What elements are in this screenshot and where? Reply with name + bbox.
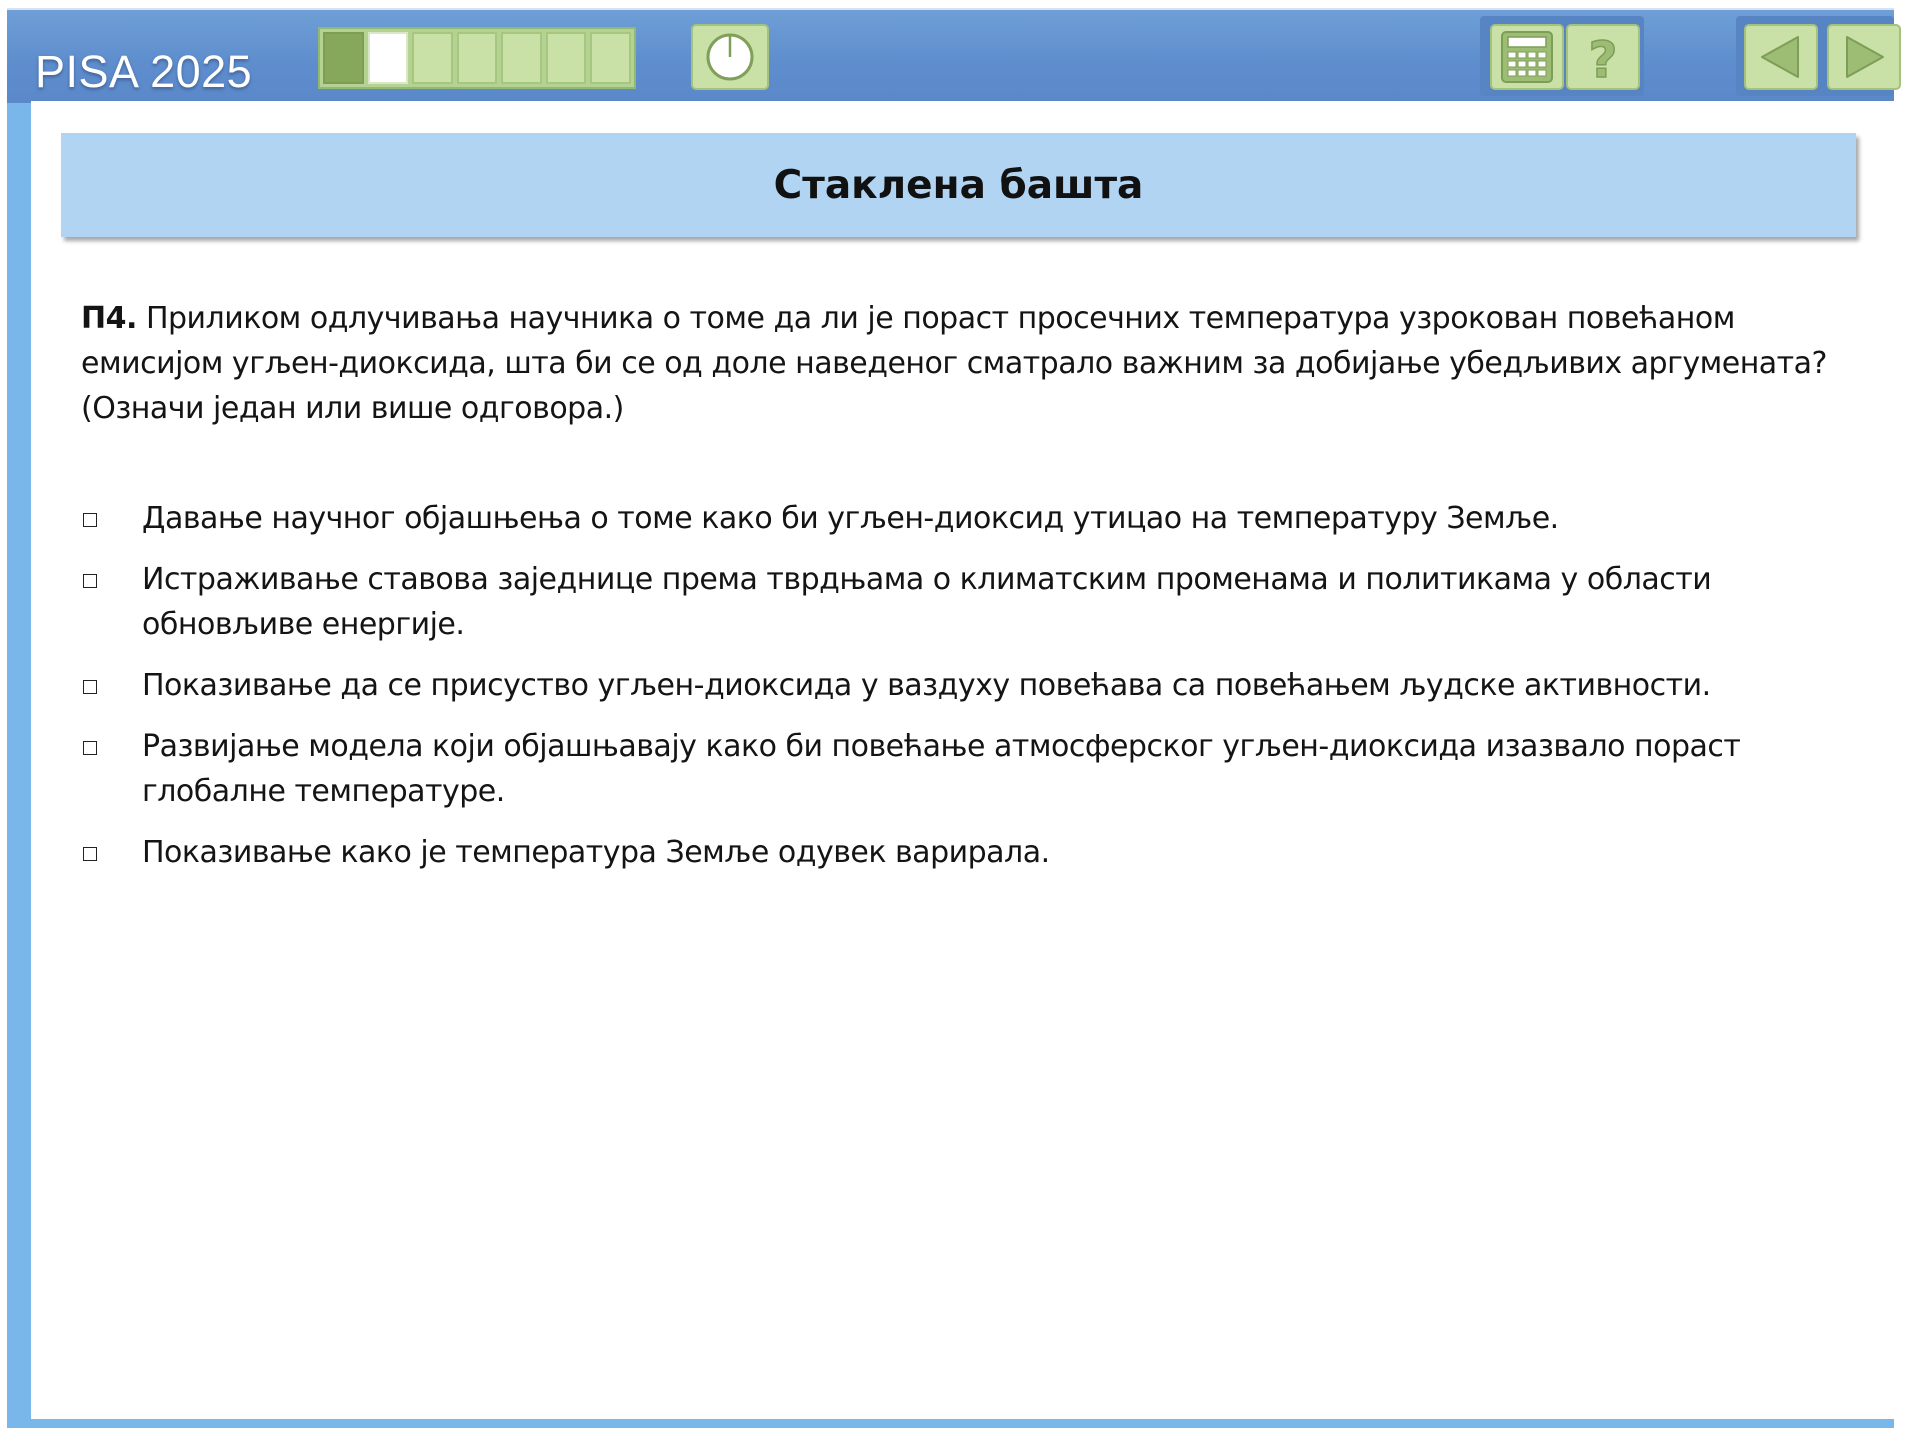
back-button[interactable] (1744, 24, 1818, 90)
unit-banner (61, 133, 1856, 237)
progress-segment-3 (412, 32, 453, 84)
answer-option[interactable] (81, 724, 1841, 814)
option-checkbox[interactable] (83, 574, 97, 588)
question-text: Приликом одлучивања научника о томе да ли је пораст просечних температура узрокован повећаном емисијом угљен-диоксида, шта би се од доле наведеног сматрало важним за добијање убедљивих аргумената? (Означи један или више одговора.) (81, 301, 1827, 426)
svg-text:?: ? (1588, 31, 1618, 85)
question-number: П4. (81, 301, 137, 336)
back-arrow-icon (1756, 32, 1806, 82)
unit-title: Стаклена башта (773, 162, 1144, 208)
option-checkbox[interactable] (83, 847, 97, 861)
progress-segment-5 (501, 32, 542, 84)
option-label: Давање научног објашњења о томе како би угљен-диоксид утицао на температуру Земље. (142, 501, 1559, 536)
app-title: PISA 2025 (35, 46, 253, 97)
timer-button[interactable] (691, 24, 769, 90)
option-label: Истраживање ставова заједнице према тврдњама о климатским променама и политикама у области обновљиве енергије. (142, 562, 1712, 642)
question-stem (81, 296, 1841, 431)
answer-option[interactable] (81, 830, 1841, 875)
option-label: Показивање како је температура Земље одувек варирала. (142, 835, 1050, 870)
progress-bar (318, 27, 636, 89)
progress-segment-2 (368, 32, 409, 84)
progress-segment-4 (457, 32, 498, 84)
option-checkbox[interactable] (83, 741, 97, 755)
progress-segment-7 (590, 32, 631, 84)
progress-segment-6 (546, 32, 587, 84)
option-checkbox[interactable] (83, 680, 97, 694)
next-arrow-icon (1839, 32, 1889, 82)
option-label: Показивање да се присуство угљен-диоксида у ваздуху повећава са повећањем људске активности. (142, 668, 1711, 703)
answer-options (81, 496, 1841, 891)
calculator-icon (1499, 29, 1555, 85)
answer-option[interactable] (81, 496, 1841, 541)
answer-option[interactable] (81, 557, 1841, 647)
next-button[interactable] (1827, 24, 1901, 90)
progress-segment-1 (323, 32, 364, 84)
calculator-button[interactable] (1490, 24, 1564, 90)
option-checkbox[interactable] (83, 513, 97, 527)
timer-icon (704, 31, 756, 83)
help-button[interactable] (1566, 24, 1640, 90)
help-icon (1577, 29, 1629, 85)
answer-option[interactable] (81, 663, 1841, 708)
option-label: Развијање модела који објашњавају како би повећање атмосферског угљен-диоксида изазвало пораст глобалне температуре. (142, 729, 1741, 809)
